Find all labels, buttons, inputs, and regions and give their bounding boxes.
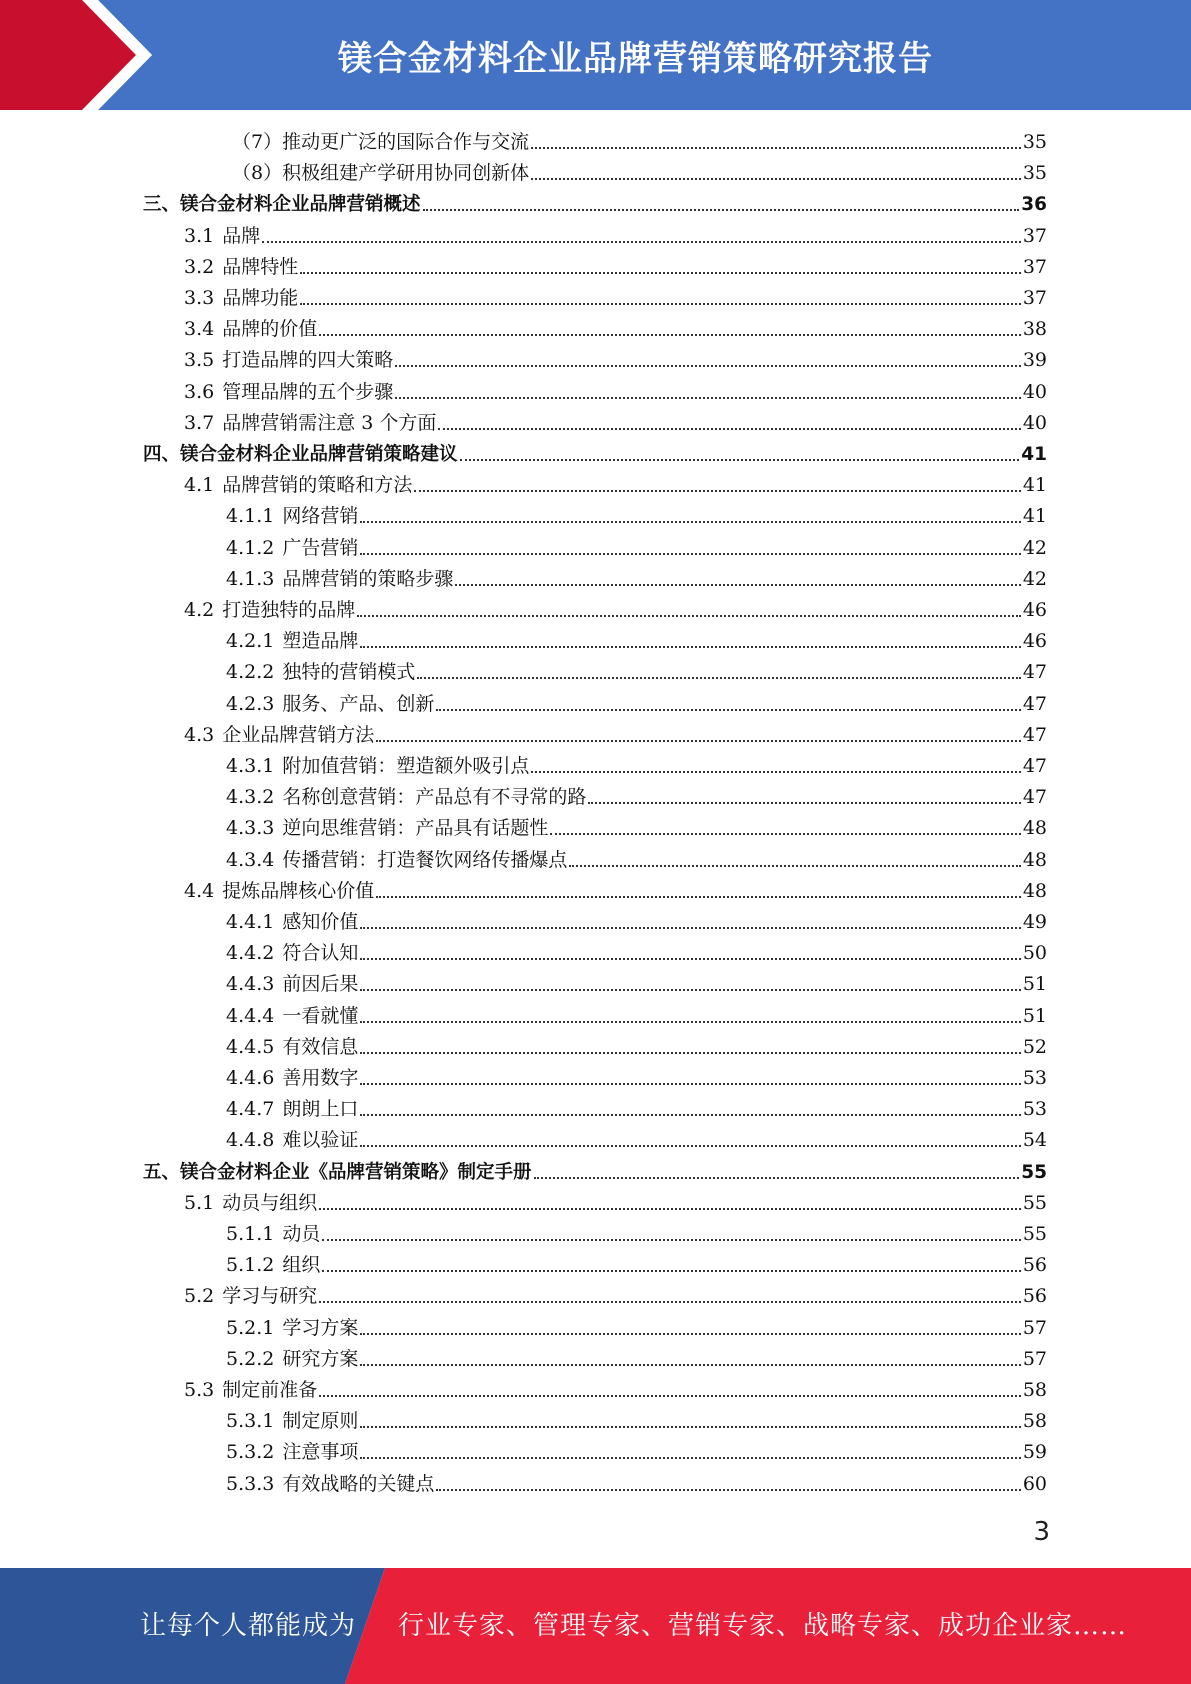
toc-entry-label: 品牌营销的策略和方法: [222, 474, 413, 497]
toc-entry-number: 5.3.3: [226, 1472, 275, 1495]
toc-entry[interactable]: [226, 1001, 1047, 1032]
toc-entry-number: 4.1.3: [226, 567, 275, 590]
toc-entry-number: 4.2.1: [226, 630, 275, 653]
page-header: [0, 0, 1191, 110]
toc-dot-leader: [460, 458, 1020, 461]
toc-entry[interactable]: [184, 1281, 1047, 1312]
toc-entry-page: 52: [1022, 1035, 1047, 1058]
toc-entry-number: 3.4: [184, 318, 215, 341]
report-title: 镁合金材料企业品牌营销策略研究报告: [338, 38, 933, 79]
toc-dot-leader: [395, 396, 1021, 399]
toc-dot-leader: [319, 1394, 1021, 1397]
toc-entry[interactable]: [184, 283, 1047, 314]
toc-entry-label: 独特的营销模式: [282, 661, 416, 684]
toc-entry[interactable]: [232, 158, 1047, 189]
toc-entry-page: 56: [1022, 1285, 1047, 1308]
toc-entry-page: 56: [1022, 1254, 1047, 1277]
toc-dot-leader: [319, 1207, 1021, 1210]
toc-dot-leader: [438, 427, 1020, 430]
page-number: 3: [1033, 1517, 1050, 1547]
toc-entry[interactable]: [226, 938, 1047, 969]
toc-entry-page: 47: [1022, 723, 1047, 746]
toc-entry-page: 40: [1022, 411, 1047, 434]
toc-dot-leader: [360, 1363, 1020, 1366]
toc-entry-label: 服务、产品、创新: [282, 692, 435, 715]
toc-entry[interactable]: [143, 1157, 1047, 1188]
toc-entry-number: 3.3: [184, 287, 215, 309]
toc-entry-page: 55: [1021, 1161, 1047, 1183]
toc-entry-page: 50: [1022, 942, 1047, 965]
toc-dot-leader: [436, 708, 1020, 711]
toc-dot-leader: [550, 832, 1020, 835]
toc-entry-label: 网络营销: [282, 505, 359, 528]
toc-entry-number: 4.4.1: [226, 911, 275, 933]
toc-entry-page: 41: [1022, 505, 1047, 528]
toc-entry[interactable]: [226, 533, 1047, 564]
toc-entry-number: 3.6: [184, 380, 215, 403]
toc-entry-label: 广告营销: [282, 536, 359, 559]
toc-entry-label: 善用数字: [282, 1067, 359, 1089]
toc-entry-label: （8）积极组建产学研用协同创新体: [232, 162, 530, 185]
toc-entry-label: （7）推动更广泛的国际合作与交流: [232, 131, 530, 153]
toc-entry-label: 企业品牌营销方法: [222, 723, 375, 746]
toc-dot-leader: [357, 614, 1021, 617]
toc-entry[interactable]: [226, 1406, 1047, 1437]
toc-entry-number: 4.4.3: [226, 973, 275, 996]
toc-dot-leader: [300, 271, 1021, 274]
toc-entry[interactable]: [226, 969, 1047, 1000]
toc-entry[interactable]: [184, 221, 1047, 252]
toc-entry-page: 60: [1022, 1472, 1047, 1495]
toc-entry-label: 难以验证: [282, 1129, 359, 1152]
toc-dot-leader: [588, 801, 1020, 804]
toc-entry[interactable]: [184, 1188, 1047, 1219]
toc-dot-leader: [300, 302, 1021, 305]
toc-dot-leader: [360, 1020, 1020, 1023]
toc-entry-number: 4.4: [184, 879, 215, 902]
toc-dot-leader: [376, 895, 1021, 898]
toc-entry-label: 品牌营销需注意 3 个方面: [222, 411, 437, 434]
toc-entry[interactable]: [184, 720, 1047, 751]
toc-entry-label: 品牌的价值: [222, 318, 318, 341]
toc-entry-label: 管理品牌的五个步骤: [222, 380, 394, 403]
toc-entry-number: 5.2.1: [226, 1316, 275, 1339]
toc-entry-page: 55: [1022, 1191, 1047, 1214]
toc-entry-label: 组织: [282, 1254, 321, 1277]
toc-entry[interactable]: [226, 626, 1047, 657]
toc-entry-number: 3.2: [184, 255, 215, 278]
toc-entry-number: 3.7: [184, 411, 215, 434]
toc-entry-number: 4.4.4: [226, 1004, 275, 1027]
toc-entry[interactable]: [184, 876, 1047, 907]
toc-entry-page: 53: [1022, 1098, 1047, 1121]
toc-entry[interactable]: [226, 1437, 1047, 1468]
toc-entry-page: 57: [1022, 1347, 1047, 1370]
toc-entry[interactable]: [226, 1125, 1047, 1156]
toc-entry-page: 48: [1022, 848, 1047, 871]
toc-entry[interactable]: [226, 1313, 1047, 1344]
toc-dot-leader: [322, 1269, 1020, 1272]
toc-entry[interactable]: [143, 439, 1047, 470]
toc-entry-label: 动员: [282, 1223, 321, 1245]
toc-dot-leader: [376, 739, 1021, 742]
toc-entry-page: 37: [1022, 255, 1047, 278]
toc-dot-leader: [531, 146, 1021, 149]
toc-entry-page: 46: [1022, 599, 1047, 621]
toc-entry[interactable]: [184, 1375, 1047, 1406]
toc-entry-label: 感知价值: [282, 911, 359, 933]
toc-entry-label: 制定前准备: [222, 1379, 318, 1401]
toc-entry-label: 学习与研究: [222, 1285, 318, 1308]
toc-entry-label: 提炼品牌核心价值: [222, 879, 375, 902]
toc-entry[interactable]: [226, 845, 1047, 876]
toc-dot-leader: [395, 364, 1021, 367]
toc-entry-page: 51: [1022, 1004, 1047, 1027]
toc-dot-leader: [531, 770, 1020, 773]
toc-entry-page: 47: [1022, 786, 1047, 809]
toc-entry-page: 39: [1022, 349, 1047, 372]
toc-entry-number: 5.2: [184, 1285, 215, 1308]
toc-entry-page: 47: [1022, 661, 1047, 684]
toc-entry-number: 4.1: [184, 474, 215, 497]
toc-entry-page: 36: [1021, 194, 1047, 216]
toc-entry-number: 5.2.2: [226, 1347, 275, 1370]
toc-entry[interactable]: [184, 470, 1047, 501]
toc-entry-page: 49: [1022, 911, 1047, 933]
toc-entry-page: 46: [1022, 630, 1047, 653]
toc-entry-number: 4.3.1: [226, 755, 275, 777]
toc-entry-number: 5.1.2: [226, 1254, 275, 1277]
toc-entry-label: 制定原则: [282, 1410, 359, 1433]
toc-entry-page: 53: [1022, 1067, 1047, 1089]
toc-entry-label: 有效战略的关键点: [282, 1472, 435, 1495]
toc-entry[interactable]: [232, 127, 1047, 158]
toc-dot-leader: [360, 926, 1020, 929]
toc-entry-label: 品牌: [222, 224, 261, 247]
toc-dot-leader: [360, 520, 1020, 523]
toc-entry-label: 学习方案: [282, 1316, 359, 1339]
toc-entry-number: 4.4.6: [226, 1067, 275, 1089]
toc-dot-leader: [423, 208, 1020, 211]
toc-entry-page: 37: [1022, 224, 1047, 247]
toc-entry-page: 55: [1022, 1223, 1047, 1245]
toc-entry-page: 51: [1022, 973, 1047, 996]
toc-entry[interactable]: [226, 1219, 1047, 1250]
toc-entry-number: 4.3: [184, 723, 215, 746]
toc-entry-label: 一看就懂: [282, 1004, 359, 1027]
toc-entry-number: 5.1.1: [226, 1223, 275, 1245]
toc-entry-page: 48: [1022, 879, 1047, 902]
toc-entry-label: 动员与组织: [222, 1191, 318, 1214]
toc-entry-page: 47: [1022, 692, 1047, 715]
toc-entry-page: 35: [1022, 162, 1047, 185]
toc-dot-leader: [322, 1238, 1020, 1241]
toc-entry-number: 5.1: [184, 1191, 215, 1214]
toc-entry-number: 5.3.1: [226, 1410, 275, 1433]
toc-entry-number: 3.1: [184, 224, 215, 247]
toc-dot-leader: [360, 645, 1020, 648]
toc-entry-number: 4.3.3: [226, 817, 275, 840]
toc-dot-leader: [417, 676, 1020, 679]
toc-entry-page: 47: [1022, 755, 1047, 777]
toc-entry-page: 59: [1022, 1441, 1047, 1464]
toc-entry[interactable]: [226, 1344, 1047, 1375]
toc-entry[interactable]: [184, 345, 1047, 376]
toc-entry-number: 4.3.4: [226, 848, 275, 871]
toc-entry-page: 37: [1022, 287, 1047, 309]
toc-entry[interactable]: [184, 252, 1047, 283]
toc-entry-page: 38: [1022, 318, 1047, 341]
toc-dot-leader: [319, 1300, 1021, 1303]
toc-entry-label: 朗朗上口: [282, 1098, 359, 1121]
toc-entry-number: 3.5: [184, 349, 215, 372]
toc-entry-label: 品牌功能: [222, 287, 299, 309]
toc-dot-leader: [360, 957, 1020, 960]
toc-entry[interactable]: [184, 377, 1047, 408]
toc-dot-leader: [534, 1176, 1020, 1179]
toc-entry-label: 名称创意营销：产品总有不寻常的路: [282, 786, 587, 809]
toc-entry[interactable]: [226, 813, 1047, 844]
toc-entry-label: 符合认知: [282, 942, 359, 965]
toc-entry-label: 前因后果: [282, 973, 359, 996]
toc-entry[interactable]: [226, 1250, 1047, 1281]
toc-entry-number: 4.2.2: [226, 661, 275, 684]
toc-entry-label: 打造品牌的四大策略: [222, 349, 394, 372]
toc-entry[interactable]: [226, 689, 1047, 720]
toc-dot-leader: [414, 489, 1021, 492]
toc-entry-number: 5.3: [184, 1379, 215, 1401]
toc-entry-page: 58: [1022, 1410, 1047, 1433]
toc-entry[interactable]: [226, 907, 1047, 938]
toc-entry[interactable]: [184, 595, 1047, 626]
toc-entry-page: 41: [1022, 474, 1047, 497]
footer-slogan-left: 让每个人都能成为: [140, 1611, 357, 1641]
toc-entry-number: 4.1.1: [226, 505, 275, 528]
toc-entry-page: 57: [1022, 1316, 1047, 1339]
toc-entry-label: 五、镁合金材料企业《品牌营销策略》制定手册: [143, 1161, 532, 1183]
toc-entry[interactable]: [226, 1063, 1047, 1094]
toc-entry-page: 41: [1021, 444, 1047, 465]
toc-dot-leader: [319, 333, 1021, 336]
toc-dot-leader: [360, 1456, 1020, 1459]
toc-entry[interactable]: [226, 1032, 1047, 1063]
toc-entry-label: 传播营销：打造餐饮网络传播爆点: [282, 848, 568, 871]
toc-dot-leader: [436, 1488, 1020, 1491]
toc-entry-number: 4.4.5: [226, 1035, 275, 1058]
toc-entry-number: 4.4.7: [226, 1098, 275, 1121]
toc-entry-label: 有效信息: [282, 1035, 359, 1058]
toc-entry-label: 三、镁合金材料企业品牌营销概述: [143, 194, 421, 216]
toc-entry-page: 42: [1022, 536, 1047, 559]
toc-entry[interactable]: [226, 564, 1047, 595]
toc-entry-page: 54: [1022, 1129, 1047, 1152]
toc-dot-leader: [262, 240, 1021, 243]
toc-entry[interactable]: [226, 1094, 1047, 1125]
toc-entry-label: 注意事项: [282, 1441, 359, 1464]
toc-dot-leader: [360, 1051, 1020, 1054]
toc-dot-leader: [360, 1144, 1020, 1147]
toc-entry-label: 品牌营销的策略步骤: [282, 567, 454, 590]
toc-entry-number: 4.3.2: [226, 786, 275, 809]
toc-dot-leader: [360, 1425, 1020, 1428]
toc-dot-leader: [360, 1113, 1020, 1116]
toc-entry[interactable]: [226, 751, 1047, 782]
toc-entry-number: 4.4.2: [226, 942, 275, 965]
toc-entry-label: 打造独特的品牌: [222, 599, 356, 621]
page-footer: [0, 1568, 1191, 1684]
toc-dot-leader: [360, 552, 1020, 555]
toc-entry[interactable]: [226, 782, 1047, 813]
toc-entry-number: 4.2: [184, 599, 215, 621]
toc-entry-label: 逆向思维营销：产品具有话题性: [282, 817, 549, 840]
toc-entry[interactable]: [184, 314, 1047, 345]
toc-entry[interactable]: [226, 657, 1047, 688]
toc-entry[interactable]: [184, 408, 1047, 439]
toc-entry[interactable]: [226, 1469, 1047, 1500]
toc-entry-number: 4.4.8: [226, 1129, 275, 1152]
toc-entry-number: 5.3.2: [226, 1441, 275, 1464]
toc-dot-leader: [455, 583, 1020, 586]
toc-dot-leader: [360, 1082, 1020, 1085]
toc-dot-leader: [531, 177, 1021, 180]
toc-dot-leader: [360, 988, 1020, 991]
toc-entry-label: 塑造品牌: [282, 630, 359, 653]
toc-entry-page: 40: [1022, 380, 1047, 403]
toc-dot-leader: [360, 1332, 1020, 1335]
toc-entry-page: 58: [1022, 1379, 1047, 1401]
toc-entry-page: 42: [1022, 567, 1047, 590]
toc-entry-number: 4.2.3: [226, 692, 275, 715]
toc-entry-label: 研究方案: [282, 1347, 359, 1370]
toc-entry[interactable]: [143, 189, 1047, 220]
toc-entry[interactable]: [226, 501, 1047, 532]
toc-entry-label: 附加值营销：塑造额外吸引点: [282, 755, 530, 777]
red-arrow-logo: [0, 0, 160, 110]
toc-entry-page: 48: [1022, 817, 1047, 840]
toc-dot-leader: [569, 864, 1020, 867]
footer-slogan-right: 行业专家、管理专家、营销专家、战略专家、成功企业家……: [398, 1611, 1128, 1641]
toc-entry-page: 35: [1022, 131, 1047, 153]
toc-entry-number: 4.1.2: [226, 536, 275, 559]
toc-entry-label: 品牌特性: [222, 255, 299, 278]
toc-entry-label: 四、镁合金材料企业品牌营销策略建议: [143, 444, 458, 465]
